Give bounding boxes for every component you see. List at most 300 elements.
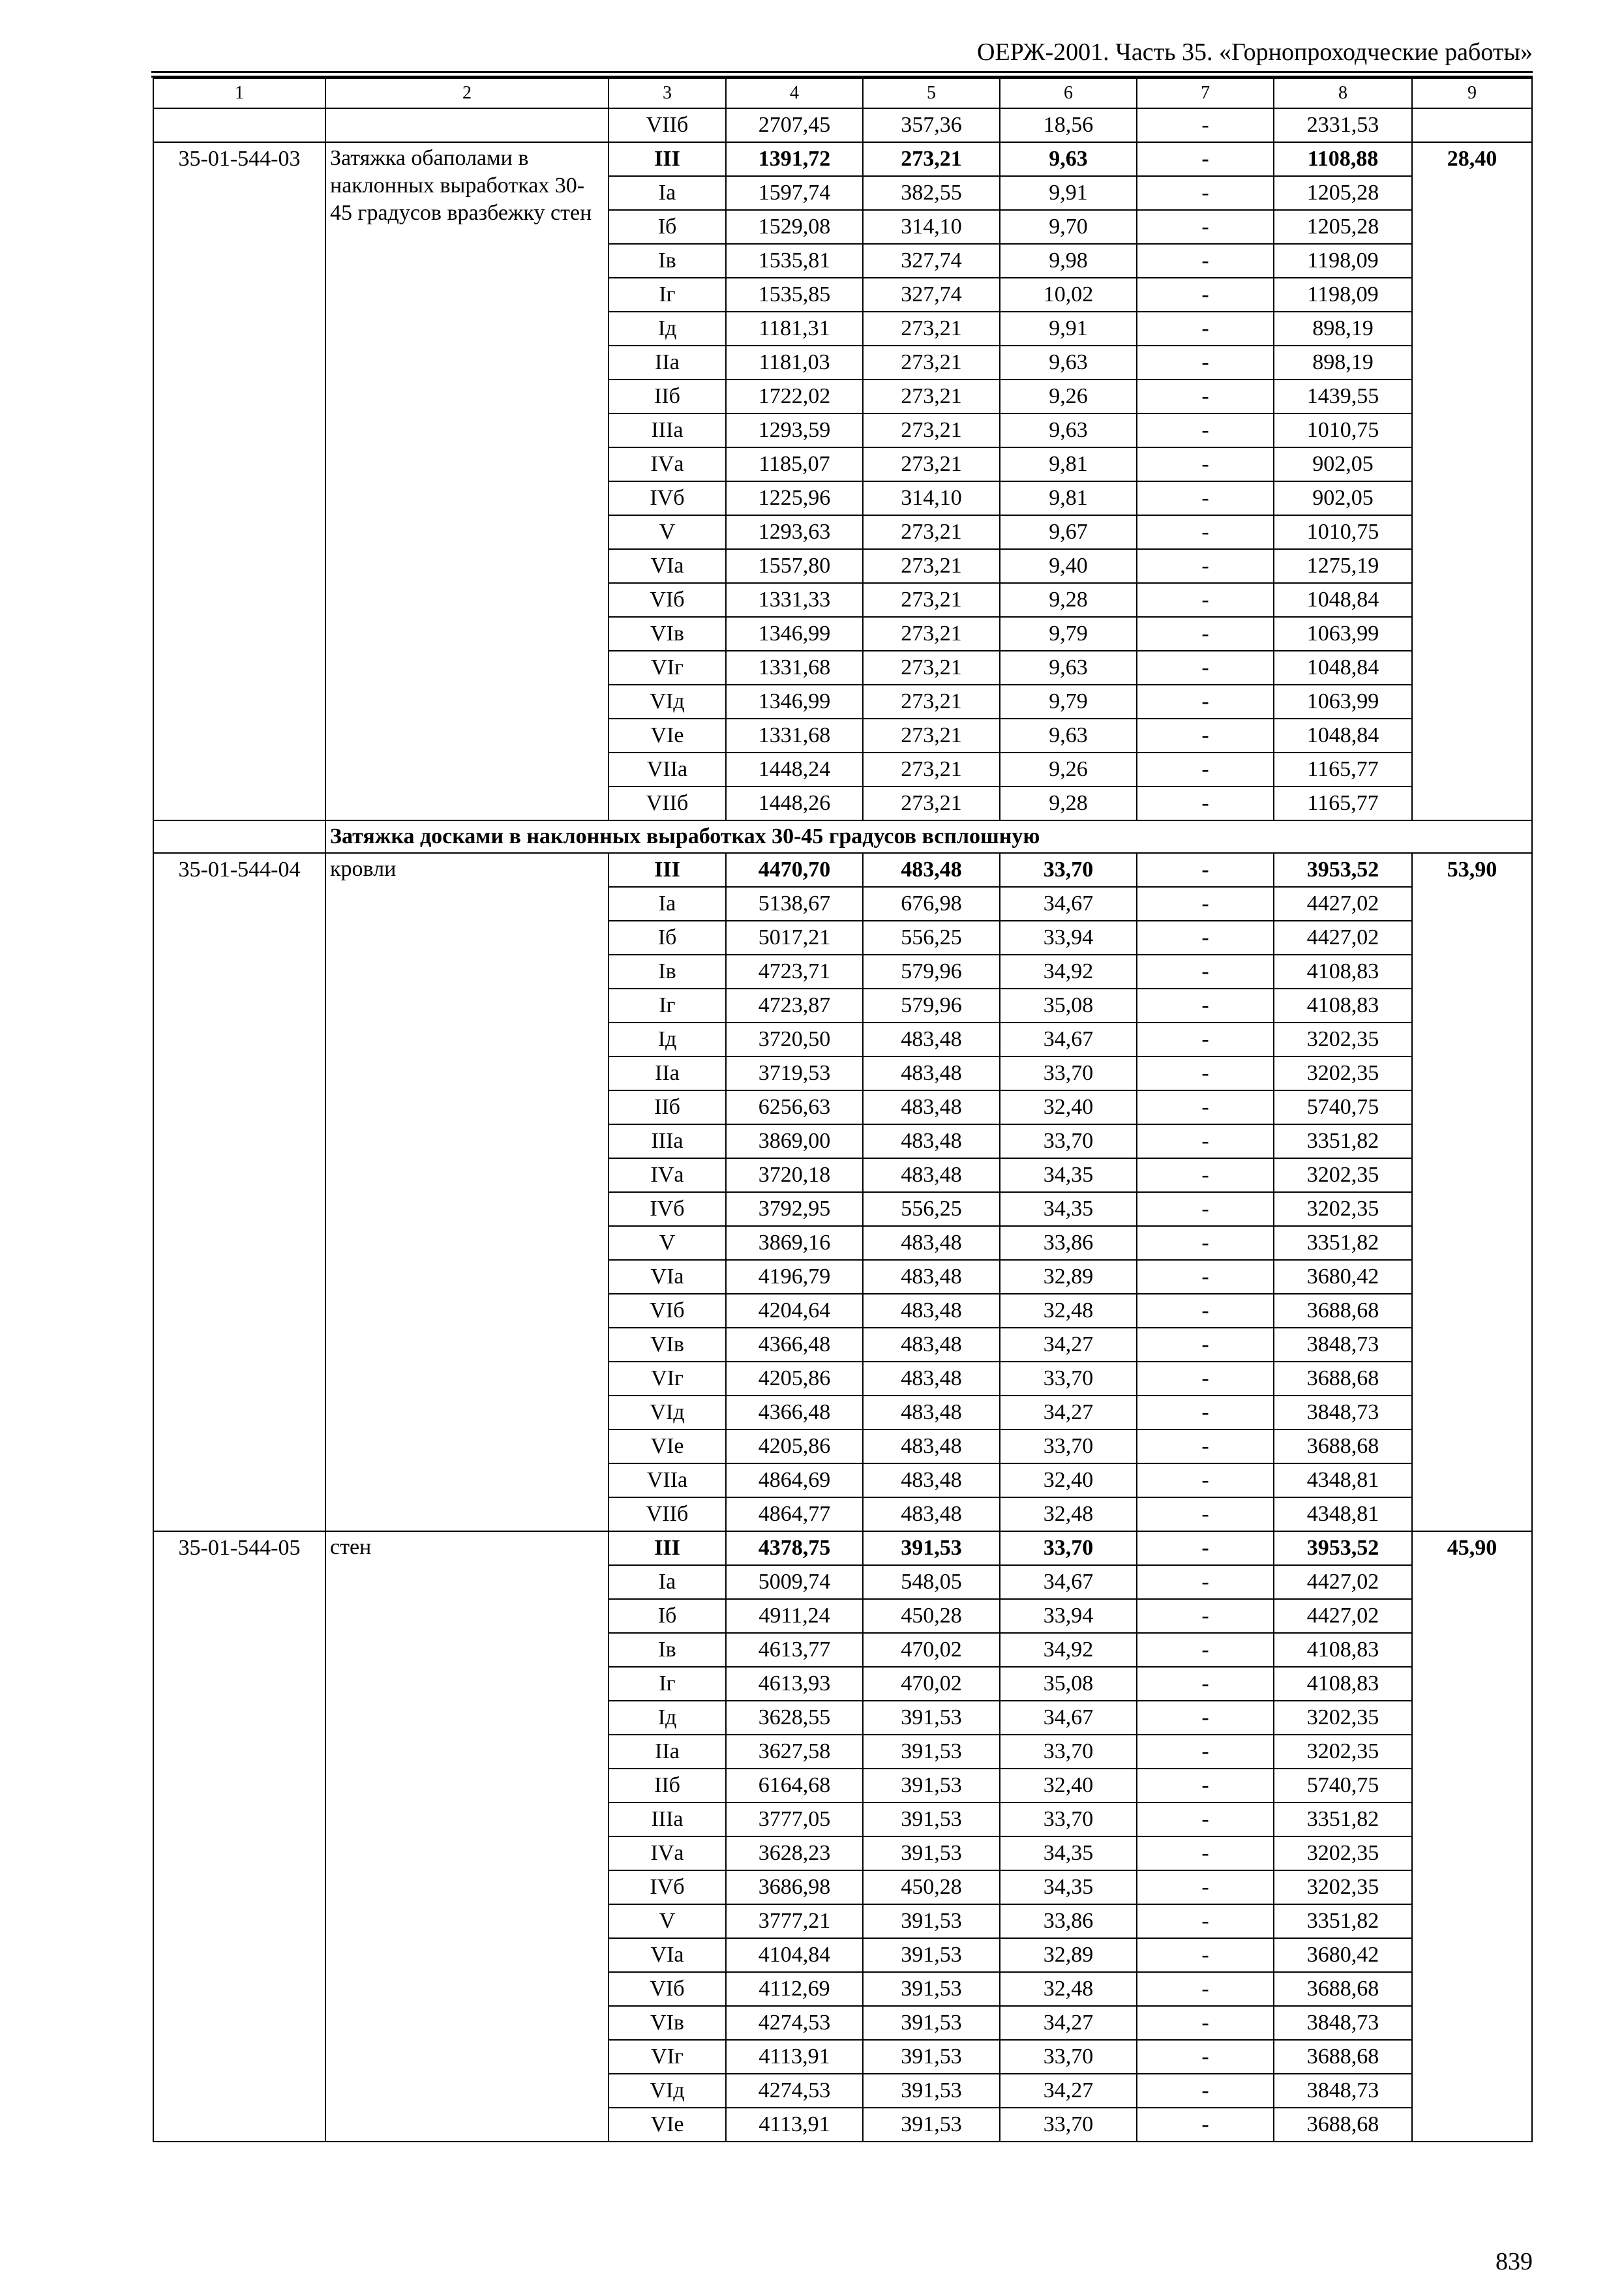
value-cell: 450,28 xyxy=(863,1599,1000,1633)
value-cell: - xyxy=(1137,1090,1274,1124)
value-cell: 34,67 xyxy=(1000,1565,1137,1599)
value-cell: - xyxy=(1137,515,1274,549)
value-cell: 32,40 xyxy=(1000,1090,1137,1124)
column-number-cell: 5 xyxy=(863,78,1000,108)
value-cell: 9,79 xyxy=(1000,617,1137,651)
value-cell: 4274,53 xyxy=(726,2074,863,2108)
value-cell: 4274,53 xyxy=(726,2006,863,2040)
value-cell: 1198,09 xyxy=(1274,278,1412,312)
value-cell: 1293,59 xyxy=(726,413,863,447)
value-cell: 1331,68 xyxy=(726,651,863,685)
value-cell: 9,63 xyxy=(1000,346,1137,380)
value-cell: 902,05 xyxy=(1274,481,1412,515)
value-cell: VIг xyxy=(609,2040,726,2074)
value-cell: III xyxy=(609,142,726,176)
value-cell: VIе xyxy=(609,719,726,753)
value-cell: 3720,18 xyxy=(726,1158,863,1192)
value-cell: 450,28 xyxy=(863,1870,1000,1904)
value-cell: 1439,55 xyxy=(1274,380,1412,413)
value-cell: - xyxy=(1137,1328,1274,1362)
column-number-cell: 1 xyxy=(153,78,325,108)
value-cell: 1063,99 xyxy=(1274,617,1412,651)
value-cell: 3719,53 xyxy=(726,1056,863,1090)
value-cell: - xyxy=(1137,853,1274,887)
value-cell: 4911,24 xyxy=(726,1599,863,1633)
value-cell: - xyxy=(1137,786,1274,820)
value-cell: IVб xyxy=(609,1870,726,1904)
value-cell: 483,48 xyxy=(863,1328,1000,1362)
value-cell: 3202,35 xyxy=(1274,1056,1412,1090)
value-cell: 2331,53 xyxy=(1274,108,1412,142)
value-cell: 273,21 xyxy=(863,719,1000,753)
value-cell: 9,70 xyxy=(1000,210,1137,244)
value-cell: 314,10 xyxy=(863,210,1000,244)
value-cell: 3688,68 xyxy=(1274,1429,1412,1463)
value-cell: - xyxy=(1137,719,1274,753)
value-cell: 273,21 xyxy=(863,549,1000,583)
value-cell: 34,35 xyxy=(1000,1836,1137,1870)
value-cell: - xyxy=(1137,1701,1274,1735)
value-cell: VIв xyxy=(609,1328,726,1362)
value-cell: 33,94 xyxy=(1000,921,1137,955)
value-cell: IVб xyxy=(609,481,726,515)
value-cell: Iд xyxy=(609,1023,726,1056)
value-cell: 391,53 xyxy=(863,1836,1000,1870)
value-cell: 1165,77 xyxy=(1274,786,1412,820)
value-cell: 9,63 xyxy=(1000,719,1137,753)
column-number-cell: 7 xyxy=(1137,78,1274,108)
value-cell: 483,48 xyxy=(863,853,1000,887)
value-cell: 9,26 xyxy=(1000,380,1137,413)
value-cell: 2707,45 xyxy=(726,108,863,142)
value-cell: 33,70 xyxy=(1000,1124,1137,1158)
header-rule xyxy=(151,71,1533,73)
value-cell: - xyxy=(1137,1565,1274,1599)
value-cell: - xyxy=(1137,1769,1274,1803)
value-cell: - xyxy=(1137,1904,1274,1938)
value-cell: 483,48 xyxy=(863,1497,1000,1531)
name-cell: Затяжка обаполами в наклонных выработках 30-45 градусов вразбежку стен xyxy=(325,142,609,820)
price-table xyxy=(153,78,1533,2142)
value-cell: 1535,85 xyxy=(726,278,863,312)
value-cell: 9,63 xyxy=(1000,651,1137,685)
value-cell: 5009,74 xyxy=(726,1565,863,1599)
value-cell: IVа xyxy=(609,1158,726,1192)
value-cell: 3351,82 xyxy=(1274,1904,1412,1938)
value-cell: 483,48 xyxy=(863,1463,1000,1497)
value-cell: - xyxy=(1137,1633,1274,1667)
value-cell: 9,91 xyxy=(1000,176,1137,210)
value-cell: 273,21 xyxy=(863,617,1000,651)
value-cell: 1275,19 xyxy=(1274,549,1412,583)
value-cell: - xyxy=(1137,380,1274,413)
value-cell: - xyxy=(1137,1260,1274,1294)
value-cell: 4427,02 xyxy=(1274,887,1412,921)
value-cell: 32,48 xyxy=(1000,1972,1137,2006)
value-cell: 327,74 xyxy=(863,244,1000,278)
value-cell: - xyxy=(1137,1396,1274,1429)
value-cell: 33,94 xyxy=(1000,1599,1137,1633)
value-cell: 902,05 xyxy=(1274,447,1412,481)
value-cell: 1205,28 xyxy=(1274,210,1412,244)
value-cell: 1010,75 xyxy=(1274,413,1412,447)
value-cell: VIа xyxy=(609,1938,726,1972)
value-cell: - xyxy=(1137,1497,1274,1531)
value-cell: 1181,03 xyxy=(726,346,863,380)
value-cell: 3680,42 xyxy=(1274,1260,1412,1294)
value-cell: 4108,83 xyxy=(1274,1633,1412,1667)
value-cell: V xyxy=(609,515,726,549)
value-cell: 273,21 xyxy=(863,380,1000,413)
value-cell: 3848,73 xyxy=(1274,2006,1412,2040)
value-cell: 4427,02 xyxy=(1274,1599,1412,1633)
value-cell: VIе xyxy=(609,1429,726,1463)
value-cell: - xyxy=(1137,346,1274,380)
value-cell: 33,70 xyxy=(1000,1531,1137,1565)
value-cell: - xyxy=(1137,583,1274,617)
value-cell: 34,27 xyxy=(1000,2006,1137,2040)
value-cell: - xyxy=(1137,651,1274,685)
value-cell: VIг xyxy=(609,1362,726,1396)
value-cell: 483,48 xyxy=(863,1362,1000,1396)
value-cell: 32,40 xyxy=(1000,1463,1137,1497)
value-cell: 4613,93 xyxy=(726,1667,863,1701)
value-cell: - xyxy=(1137,1803,1274,1836)
value-cell: 391,53 xyxy=(863,2006,1000,2040)
value-cell: 34,67 xyxy=(1000,1023,1137,1056)
value-cell: 1391,72 xyxy=(726,142,863,176)
name-cell: кровли xyxy=(325,853,609,1531)
value-cell: 483,48 xyxy=(863,1396,1000,1429)
value-cell: 391,53 xyxy=(863,1735,1000,1769)
value-cell: 34,92 xyxy=(1000,955,1137,989)
value-cell: - xyxy=(1137,1735,1274,1769)
value-cell: - xyxy=(1137,753,1274,786)
value-cell: Iб xyxy=(609,921,726,955)
value-cell: VIIб xyxy=(609,108,726,142)
value-cell: 314,10 xyxy=(863,481,1000,515)
value-cell: 34,67 xyxy=(1000,887,1137,921)
value-cell: 4366,48 xyxy=(726,1328,863,1362)
value-cell: 33,70 xyxy=(1000,853,1137,887)
value-cell: VIа xyxy=(609,549,726,583)
value-cell: 483,48 xyxy=(863,1056,1000,1090)
value-cell: Iд xyxy=(609,1701,726,1735)
value-cell: 483,48 xyxy=(863,1226,1000,1260)
value-cell: - xyxy=(1137,1023,1274,1056)
code-cell: 35-01-544-03 xyxy=(153,142,325,820)
value-cell: - xyxy=(1137,1429,1274,1463)
value-cell: 4108,83 xyxy=(1274,1667,1412,1701)
value-cell: 391,53 xyxy=(863,1972,1000,2006)
value-cell: 3688,68 xyxy=(1274,2108,1412,2142)
value-cell: Iг xyxy=(609,1667,726,1701)
value-cell: 4108,83 xyxy=(1274,955,1412,989)
value-cell: 5017,21 xyxy=(726,921,863,955)
value-cell: - xyxy=(1137,1531,1274,1565)
value-cell: - xyxy=(1137,955,1274,989)
value-cell: - xyxy=(1137,1836,1274,1870)
value-cell: VIб xyxy=(609,1294,726,1328)
section-title: Затяжка досками в наклонных выработках 30-45 градусов всплошную xyxy=(325,820,1532,853)
value-cell: 483,48 xyxy=(863,1294,1000,1328)
value-cell: 34,27 xyxy=(1000,1396,1137,1429)
column-number-row xyxy=(153,78,1532,108)
value-cell: 9,40 xyxy=(1000,549,1137,583)
value-cell: - xyxy=(1137,2040,1274,2074)
value-cell: Iв xyxy=(609,244,726,278)
value-cell: 357,36 xyxy=(863,108,1000,142)
value-cell: - xyxy=(1137,1463,1274,1497)
value-cell: 483,48 xyxy=(863,1429,1000,1463)
value-cell: 4427,02 xyxy=(1274,1565,1412,1599)
value-cell: IIIа xyxy=(609,413,726,447)
value-cell: 1346,99 xyxy=(726,617,863,651)
value-cell: - xyxy=(1137,1667,1274,1701)
value-cell: 1181,31 xyxy=(726,312,863,346)
value-cell: 33,70 xyxy=(1000,1362,1137,1396)
value-cell: 483,48 xyxy=(863,1158,1000,1192)
value-cell: - xyxy=(1137,1938,1274,1972)
value-cell: - xyxy=(1137,549,1274,583)
rate-cell: 28,40 xyxy=(1412,142,1532,820)
value-cell: Iа xyxy=(609,176,726,210)
value-cell: 3777,05 xyxy=(726,1803,863,1836)
value-cell: 483,48 xyxy=(863,1023,1000,1056)
value-cell: Iг xyxy=(609,989,726,1023)
value-cell: 34,35 xyxy=(1000,1192,1137,1226)
value-cell: - xyxy=(1137,1972,1274,2006)
value-cell: 391,53 xyxy=(863,1904,1000,1938)
value-cell: 9,63 xyxy=(1000,142,1137,176)
rate-cell: 53,90 xyxy=(1412,853,1532,1531)
value-cell: - xyxy=(1137,278,1274,312)
value-cell: 34,27 xyxy=(1000,1328,1137,1362)
value-cell: VIе xyxy=(609,2108,726,2142)
value-cell: 4470,70 xyxy=(726,853,863,887)
value-cell: 1205,28 xyxy=(1274,176,1412,210)
value-cell: 3351,82 xyxy=(1274,1803,1412,1836)
value-cell: - xyxy=(1137,1362,1274,1396)
value-cell: 1448,26 xyxy=(726,786,863,820)
value-cell: 1529,08 xyxy=(726,210,863,244)
value-cell: 3688,68 xyxy=(1274,1972,1412,2006)
value-cell: 3202,35 xyxy=(1274,1735,1412,1769)
value-cell: 3202,35 xyxy=(1274,1870,1412,1904)
value-cell: 898,19 xyxy=(1274,346,1412,380)
value-cell: - xyxy=(1137,176,1274,210)
table-row xyxy=(153,853,1532,887)
value-cell: IIIа xyxy=(609,1803,726,1836)
value-cell: 4348,81 xyxy=(1274,1463,1412,1497)
value-cell: 327,74 xyxy=(863,278,1000,312)
value-cell: 3777,21 xyxy=(726,1904,863,1938)
value-cell: 3720,50 xyxy=(726,1023,863,1056)
value-cell: Iб xyxy=(609,1599,726,1633)
value-cell: 4864,77 xyxy=(726,1497,863,1531)
value-cell: 556,25 xyxy=(863,1192,1000,1226)
value-cell: Iа xyxy=(609,1565,726,1599)
column-number-cell: 4 xyxy=(726,78,863,108)
value-cell: 1331,68 xyxy=(726,719,863,753)
value-cell: 33,70 xyxy=(1000,2108,1137,2142)
value-cell: V xyxy=(609,1904,726,1938)
value-cell: 1185,07 xyxy=(726,447,863,481)
value-cell: - xyxy=(1137,887,1274,921)
value-cell: 273,21 xyxy=(863,312,1000,346)
value-cell: IVб xyxy=(609,1192,726,1226)
name-cell: стен xyxy=(325,1531,609,2142)
value-cell: 4113,91 xyxy=(726,2040,863,2074)
value-cell: 391,53 xyxy=(863,1938,1000,1972)
value-cell: 34,35 xyxy=(1000,1870,1137,1904)
value-cell: 1165,77 xyxy=(1274,753,1412,786)
column-number-cell: 2 xyxy=(325,78,609,108)
value-cell: - xyxy=(1137,2108,1274,2142)
value-cell: 9,26 xyxy=(1000,753,1137,786)
value-cell: - xyxy=(1137,447,1274,481)
value-cell: - xyxy=(1137,2074,1274,2108)
value-cell: 273,21 xyxy=(863,413,1000,447)
value-cell: 382,55 xyxy=(863,176,1000,210)
value-cell: VIв xyxy=(609,617,726,651)
value-cell: 9,79 xyxy=(1000,685,1137,719)
column-number-cell: 3 xyxy=(609,78,726,108)
value-cell: 3869,00 xyxy=(726,1124,863,1158)
value-cell: 4205,86 xyxy=(726,1362,863,1396)
value-cell: 32,89 xyxy=(1000,1260,1137,1294)
rate-cell: 45,90 xyxy=(1412,1531,1532,2142)
value-cell: 32,48 xyxy=(1000,1497,1137,1531)
value-cell: 9,28 xyxy=(1000,583,1137,617)
value-cell: Iв xyxy=(609,955,726,989)
value-cell: 6164,68 xyxy=(726,1769,863,1803)
table-row xyxy=(153,108,1532,142)
value-cell: 3202,35 xyxy=(1274,1701,1412,1735)
value-cell: 3688,68 xyxy=(1274,1362,1412,1396)
value-cell: 483,48 xyxy=(863,1090,1000,1124)
value-cell: III xyxy=(609,853,726,887)
value-cell: 9,81 xyxy=(1000,447,1137,481)
value-cell: - xyxy=(1137,142,1274,176)
value-cell: 676,98 xyxy=(863,887,1000,921)
value-cell: 1557,80 xyxy=(726,549,863,583)
value-cell: 1722,02 xyxy=(726,380,863,413)
value-cell: IVа xyxy=(609,447,726,481)
value-cell: 3792,95 xyxy=(726,1192,863,1226)
value-cell: 391,53 xyxy=(863,2040,1000,2074)
value-cell: IIа xyxy=(609,346,726,380)
value-cell: 9,81 xyxy=(1000,481,1137,515)
value-cell: VIд xyxy=(609,1396,726,1429)
value-cell: Iа xyxy=(609,887,726,921)
value-cell: Iг xyxy=(609,278,726,312)
value-cell: 35,08 xyxy=(1000,989,1137,1023)
value-cell: IIIа xyxy=(609,1124,726,1158)
value-cell: 3202,35 xyxy=(1274,1836,1412,1870)
column-number-cell: 8 xyxy=(1274,78,1412,108)
value-cell: 3628,23 xyxy=(726,1836,863,1870)
value-cell: 3953,52 xyxy=(1274,853,1412,887)
value-cell: 1331,33 xyxy=(726,583,863,617)
value-cell: 1063,99 xyxy=(1274,685,1412,719)
code-cell: 35-01-544-04 xyxy=(153,853,325,1531)
value-cell: 273,21 xyxy=(863,753,1000,786)
value-cell: 9,67 xyxy=(1000,515,1137,549)
value-cell: - xyxy=(1137,1226,1274,1260)
value-cell: 3848,73 xyxy=(1274,1396,1412,1429)
value-cell: 3627,58 xyxy=(726,1735,863,1769)
code-cell: 35-01-544-05 xyxy=(153,1531,325,2142)
value-cell: - xyxy=(1137,108,1274,142)
value-cell: 391,53 xyxy=(863,1701,1000,1735)
code-cell xyxy=(153,108,325,142)
page-header: ОЕРЖ-2001. Часть 35. «Горнопроходческие работы» xyxy=(977,38,1533,66)
value-cell: 4723,87 xyxy=(726,989,863,1023)
value-cell: 391,53 xyxy=(863,1769,1000,1803)
value-cell: - xyxy=(1137,210,1274,244)
value-cell: - xyxy=(1137,481,1274,515)
value-cell: 273,21 xyxy=(863,142,1000,176)
value-cell: 1597,74 xyxy=(726,176,863,210)
value-cell: 273,21 xyxy=(863,346,1000,380)
value-cell: VIIа xyxy=(609,753,726,786)
value-cell: 391,53 xyxy=(863,1803,1000,1836)
value-cell: 3202,35 xyxy=(1274,1158,1412,1192)
value-cell: 273,21 xyxy=(863,583,1000,617)
value-cell: 33,70 xyxy=(1000,2040,1137,2074)
value-cell: 548,05 xyxy=(863,1565,1000,1599)
value-cell: VIIа xyxy=(609,1463,726,1497)
value-cell: VIб xyxy=(609,583,726,617)
value-cell: 1108,88 xyxy=(1274,142,1412,176)
value-cell: 9,98 xyxy=(1000,244,1137,278)
value-cell: - xyxy=(1137,2006,1274,2040)
value-cell: 4108,83 xyxy=(1274,989,1412,1023)
value-cell: 3869,16 xyxy=(726,1226,863,1260)
value-cell: 10,02 xyxy=(1000,278,1137,312)
value-cell: 9,63 xyxy=(1000,413,1137,447)
value-cell: IIб xyxy=(609,1090,726,1124)
value-cell: 4204,64 xyxy=(726,1294,863,1328)
value-cell: - xyxy=(1137,413,1274,447)
value-cell: 1010,75 xyxy=(1274,515,1412,549)
page-number: 839 xyxy=(1496,2248,1533,2275)
value-cell: 3688,68 xyxy=(1274,1294,1412,1328)
value-cell: 1535,81 xyxy=(726,244,863,278)
value-cell: 579,96 xyxy=(863,989,1000,1023)
table-row xyxy=(153,142,1532,176)
value-cell: 391,53 xyxy=(863,2108,1000,2142)
value-cell: 273,21 xyxy=(863,515,1000,549)
value-cell: 4723,71 xyxy=(726,955,863,989)
value-cell: 483,48 xyxy=(863,1260,1000,1294)
value-cell: 273,21 xyxy=(863,786,1000,820)
value-cell: 33,70 xyxy=(1000,1056,1137,1090)
value-cell: 18,56 xyxy=(1000,108,1137,142)
value-cell: 1048,84 xyxy=(1274,651,1412,685)
value-cell: 34,92 xyxy=(1000,1633,1137,1667)
value-cell: 273,21 xyxy=(863,447,1000,481)
value-cell: IIа xyxy=(609,1735,726,1769)
value-cell: 4104,84 xyxy=(726,1938,863,1972)
value-cell: 35,08 xyxy=(1000,1667,1137,1701)
value-cell: 4864,69 xyxy=(726,1463,863,1497)
value-cell: 1225,96 xyxy=(726,481,863,515)
value-cell: Iб xyxy=(609,210,726,244)
value-cell: 9,28 xyxy=(1000,786,1137,820)
value-cell: 5740,75 xyxy=(1274,1769,1412,1803)
